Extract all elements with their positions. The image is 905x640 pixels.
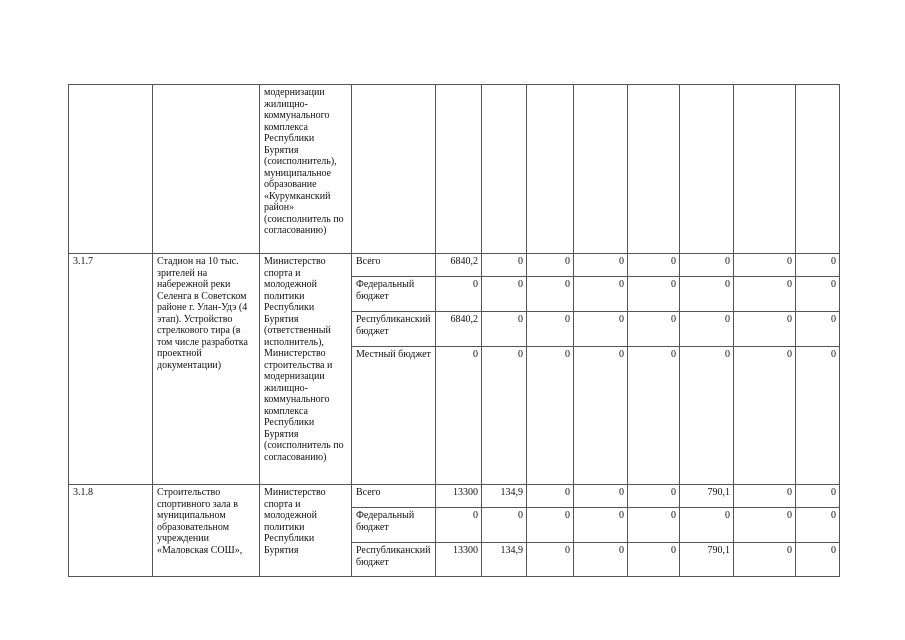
value-cell [436, 85, 482, 254]
table-row [69, 254, 840, 277]
funding-source-cell [352, 85, 436, 254]
value-cell: 0 [628, 485, 680, 508]
value-cell: 0 [680, 254, 734, 277]
executor-cell: Министерство спорта и молодежной политики Республики Бурятия (ответственный исполнитель), Министерство строительства и модернизации жилищно-коммунального комплекса Республики Бурятия (соисполнитель по согласованию) [260, 254, 352, 485]
value-cell: 0 [482, 277, 527, 312]
value-cell [796, 85, 840, 254]
value-cell: 0 [680, 347, 734, 485]
value-cell: 0 [436, 508, 482, 543]
value-cell: 0 [628, 543, 680, 577]
value-cell: 0 [796, 543, 840, 577]
value-cell: 0 [527, 254, 574, 277]
table-row [69, 485, 840, 508]
value-cell: 13300 [436, 485, 482, 508]
value-cell: 0 [482, 254, 527, 277]
program-financing-table [68, 84, 840, 577]
value-cell: 0 [796, 312, 840, 347]
value-cell: 0 [574, 277, 628, 312]
value-cell [482, 85, 527, 254]
value-cell: 0 [574, 347, 628, 485]
value-cell: 0 [796, 508, 840, 543]
value-cell: 0 [628, 254, 680, 277]
value-cell: 0 [628, 347, 680, 485]
value-cell: 0 [734, 254, 796, 277]
value-cell: 0 [527, 312, 574, 347]
value-cell: 0 [680, 508, 734, 543]
value-cell: 0 [796, 347, 840, 485]
value-cell: 0 [734, 277, 796, 312]
value-cell [734, 85, 796, 254]
funding-source-cell: Республиканский бюджет [352, 543, 436, 577]
value-cell: 0 [436, 277, 482, 312]
funding-source-cell: Всего [352, 485, 436, 508]
table-row [69, 85, 840, 254]
value-cell: 6840,2 [436, 254, 482, 277]
value-cell: 0 [680, 312, 734, 347]
object-name-cell: Строительство спортивного зала в муниципальном образовательном учреждении «Маловская СОШ», [153, 485, 260, 577]
value-cell: 134,9 [482, 543, 527, 577]
value-cell: 0 [628, 312, 680, 347]
value-cell: 0 [680, 277, 734, 312]
value-cell [680, 85, 734, 254]
value-cell: 0 [574, 543, 628, 577]
funding-source-cell: Местный бюджет [352, 347, 436, 485]
value-cell: 0 [574, 508, 628, 543]
value-cell: 0 [527, 485, 574, 508]
value-cell: 13300 [436, 543, 482, 577]
executor-cell: модернизации жилищно-коммунального комплекса Республики Бурятия (соисполнитель), муниципальное образование «Курумканский район» (соисполнитель по согласованию) [260, 85, 352, 254]
value-cell: 0 [734, 485, 796, 508]
object-name-cell: Стадион на 10 тыс. зрителей на набережной реки Селенга в Советском районе г. Улан-Удэ (4 этап). Устройство стрелкового тира (в том числе разработка проектной документации) [153, 254, 260, 485]
value-cell: 0 [734, 312, 796, 347]
value-cell: 0 [527, 277, 574, 312]
row-id-cell: 3.1.8 [69, 485, 153, 577]
value-cell: 790,1 [680, 485, 734, 508]
value-cell: 0 [574, 485, 628, 508]
funding-source-cell: Федеральный бюджет [352, 277, 436, 312]
value-cell: 6840,2 [436, 312, 482, 347]
value-cell: 0 [796, 485, 840, 508]
funding-source-cell: Республиканский бюджет [352, 312, 436, 347]
row-id-cell: 3.1.7 [69, 254, 153, 485]
value-cell: 0 [574, 254, 628, 277]
funding-source-cell: Федеральный бюджет [352, 508, 436, 543]
value-cell: 0 [527, 543, 574, 577]
value-cell: 134,9 [482, 485, 527, 508]
value-cell: 0 [796, 277, 840, 312]
row-id-cell [69, 85, 153, 254]
value-cell: 0 [734, 508, 796, 543]
value-cell [574, 85, 628, 254]
value-cell: 0 [482, 312, 527, 347]
value-cell: 0 [796, 254, 840, 277]
value-cell: 790,1 [680, 543, 734, 577]
value-cell [628, 85, 680, 254]
value-cell: 0 [436, 347, 482, 485]
value-cell: 0 [574, 312, 628, 347]
value-cell: 0 [527, 508, 574, 543]
value-cell: 0 [734, 347, 796, 485]
value-cell: 0 [628, 277, 680, 312]
value-cell: 0 [628, 508, 680, 543]
value-cell: 0 [482, 508, 527, 543]
value-cell: 0 [482, 347, 527, 485]
object-name-cell [153, 85, 260, 254]
funding-source-cell: Всего [352, 254, 436, 277]
executor-cell: Министерство спорта и молодежной политики Республики Бурятия [260, 485, 352, 577]
value-cell [527, 85, 574, 254]
value-cell: 0 [734, 543, 796, 577]
value-cell: 0 [527, 347, 574, 485]
